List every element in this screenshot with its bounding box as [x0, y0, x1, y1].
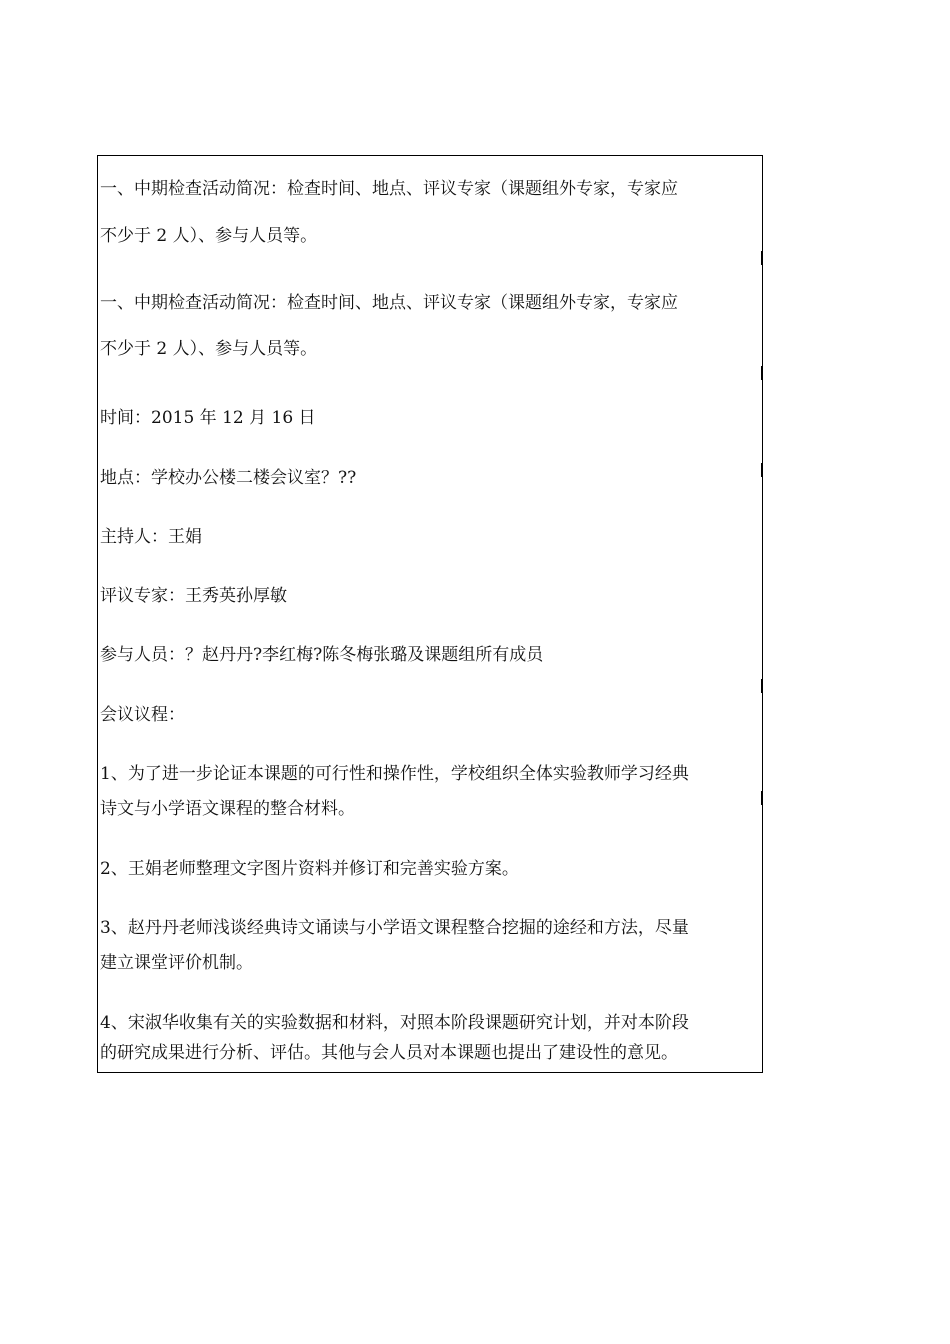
meeting-place: 地点：学校办公楼二楼会议室？?? — [100, 468, 357, 488]
review-experts: 评议专家：王秀英孙厚敏 — [100, 586, 287, 606]
agenda-item: 2、王娟老师整理文字图片资料并修订和完善实验方案。 — [100, 859, 519, 879]
border-mark — [761, 366, 763, 380]
section-heading-line: 不少于 2 人）、参与人员等。 — [100, 339, 318, 359]
agenda-item-continued: 建立课堂评价机制。 — [100, 953, 253, 973]
border-mark — [761, 463, 763, 477]
agenda-item: 3、赵丹丹老师浅谈经典诗文诵读与小学语文课程整合挖掘的途经和方法，尽量 — [100, 918, 689, 938]
agenda-item-continued: 的研究成果进行分析、评估。其他与会人员对本课题也提出了建设性的意见。 — [100, 1043, 678, 1063]
border-mark — [761, 251, 763, 265]
agenda-title: 会议议程： — [100, 705, 185, 725]
participants: 参与人员：？赵丹丹?李红梅?陈冬梅张璐及课题组所有成员 — [100, 645, 544, 665]
section-heading-line: 不少于 2 人）、参与人员等。 — [100, 226, 318, 246]
border-mark — [761, 791, 763, 805]
meeting-time: 时间：2015 年 12 月 16 日 — [100, 408, 316, 428]
section-heading-line: 一、中期检查活动简况：检查时间、地点、评议专家（课题组外专家，专家应 — [100, 293, 678, 313]
border-mark — [761, 679, 763, 693]
section-heading-line: 一、中期检查活动简况：检查时间、地点、评议专家（课题组外专家，专家应 — [100, 179, 678, 199]
meeting-host: 主持人：王娟 — [100, 527, 202, 547]
agenda-item: 4、宋淑华收集有关的实验数据和材料，对照本阶段课题研究计划，并对本阶段 — [100, 1013, 689, 1033]
agenda-item-continued: 诗文与小学语文课程的整合材料。 — [100, 799, 355, 819]
agenda-item: 1、为了进一步论证本课题的可行性和操作性，学校组织全体实验教师学习经典 — [100, 764, 689, 784]
document-table-cell — [97, 155, 763, 1073]
